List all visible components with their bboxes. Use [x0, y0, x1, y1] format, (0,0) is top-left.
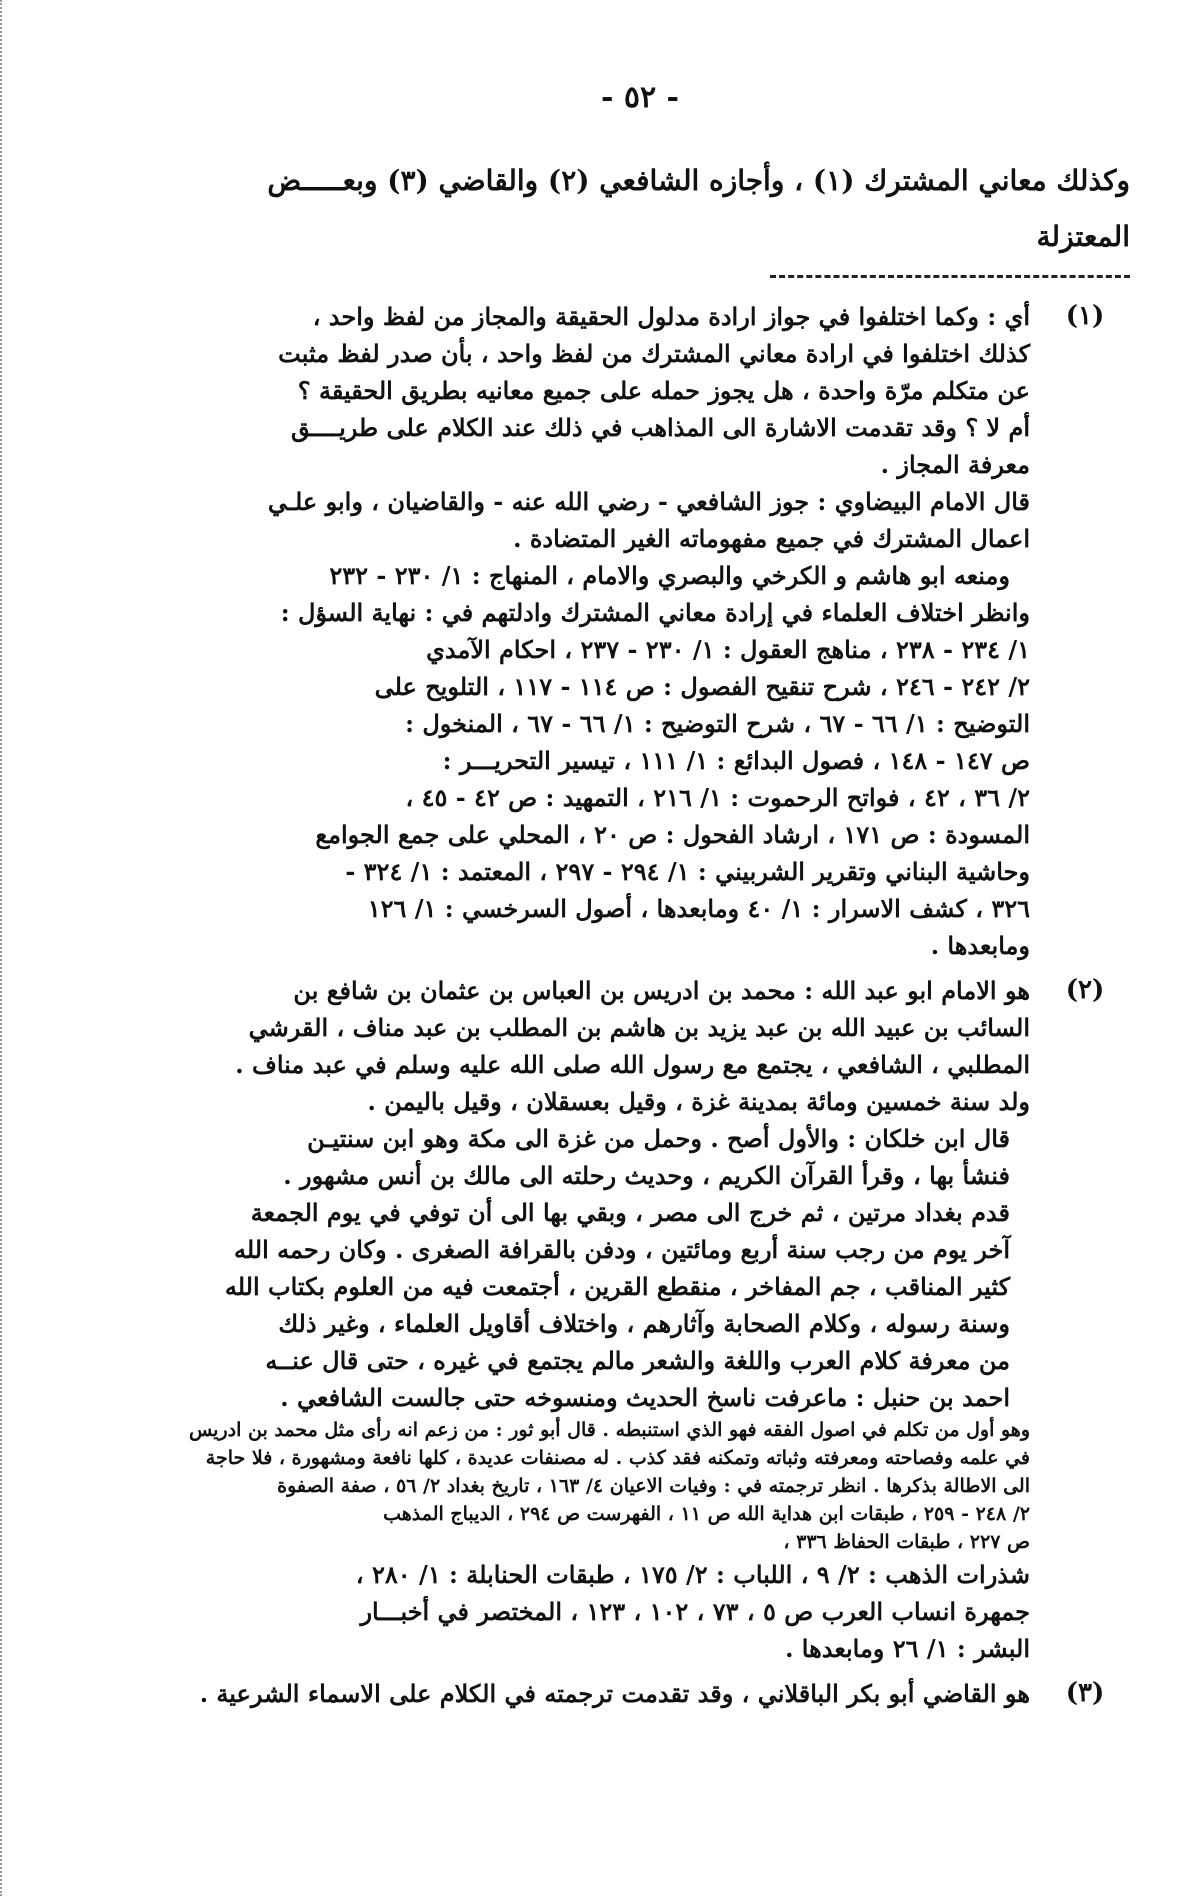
footnote-2 [150, 972, 1130, 1667]
footnote-line: قال ابن خلكان : والأول أصح . وحمل من غزة الى مكة وهو ابن سنتيـن [307, 1124, 1010, 1153]
footnote-line: ٢/ ٢٤٨ - ٢٥٩ ، طبقات ابن هداية الله ص ١١ ، الفهرست ص ٢٩٤ ، الديباج المذهب [383, 1503, 1030, 1525]
footnote-line: ص ٢٢٧ ، طبقات الحفاظ ٣٣٦ ، [783, 1531, 1030, 1553]
footnote-line: فنشأ بها ، وقرأ القرآن الكريم ، وحديث رحلته الى مالك بن أنس مشهور . [283, 1161, 1010, 1190]
footnote-line: اعمال المشترك في جميع مفهوماته الغير المتضادة . [513, 524, 1030, 553]
footnote-line: التوضيح : ١/ ٦٦ - ٦٧ ، شرح التوضيح : ١/ ٦٦ - ٦٧ ، المنخول : [405, 709, 1030, 738]
footnote-line: ٢/ ٣٦ ، ٤٢ ، فواتح الرحموت : ١/ ٢١٦ ، التمهيد : ص ٤٢ - ٤٥ ، [405, 783, 1030, 812]
footnote-line: ومنعه ابو هاشم و الكرخي والبصري والامام ، المنهاج : ١/ ٢٣٠ - ٢٣٢ [329, 561, 1010, 590]
footnote-line: معرفة المجاز . [880, 450, 1030, 479]
footnote-line: عن متكلم مرّة واحدة ، هل يجوز حمله على جميع معانيه بطريق الحقيقة ؟ [297, 376, 1030, 405]
footnote-line: البشر : ١/ ٢٦ ومابعدها . [785, 1634, 1030, 1663]
footnote-line: ٢/ ٢٤٢ - ٢٤٦ ، شرح تنقيح الفصول : ص ١١٤ - ١١٧ ، التلويح على [374, 672, 1030, 701]
footnote-line: هو الامام ابو عبد الله : محمد بن ادريس بن العباس بن عثمان بن شافع بن [293, 976, 1030, 1005]
footnote-line: ص ١٤٧ - ١٤٨ ، فصول البدائع : ١/ ١١١ ، تيسير التحريـــر : [442, 746, 1030, 775]
footnote-line: وحاشية البناني وتقرير الشربيني : ١/ ٢٩٤ - ٢٩٧ ، المعتمد : ١/ ٣٢٤ - [345, 857, 1030, 886]
footnote-line: وهو أول من تكلم في اصول الفقه فهو الذي استنبطه . قال أبو ثور : من زعم انه رأى مثل محمد بن ادريس [188, 1419, 1030, 1441]
footnote-line: ولد سنة خمسين ومائة بمدينة غزة ، وقيل بعسقلان ، وقيل باليمن . [367, 1087, 1030, 1116]
footnote-line: ١/ ٢٣٤ - ٢٣٨ ، مناهج العقول : ١/ ٢٣٠ - ٢٣٧ ، احكام الآمدي [426, 635, 1030, 664]
footnote-line: هو القاضي أبو بكر الباقلاني ، وقد تقدمت ترجمته في الكلام على الاسماء الشرعية . [199, 1679, 1030, 1708]
page-number: - ٥٢ - [600, 80, 680, 115]
footnote-line: المسودة : ص ١٧١ ، ارشاد الفحول : ص ٢٠ ، المحلي على جمع الجوامع [315, 820, 1030, 849]
footnote-line: قال الامام البيضاوي : جوز الشافعي - رضي الله عنه - والقاضيان ، وابو علـي [267, 487, 1030, 516]
footnote-separator [770, 275, 1130, 278]
document-page [150, 80, 1130, 1720]
footnote-line: ومابعدها . [930, 931, 1030, 960]
footnote-line: احمد بن حنبل : ماعرفت ناسخ الحديث ومنسوخه حتى جالست الشافعي . [280, 1383, 1010, 1412]
main-text-line: المعتزلة [1036, 220, 1130, 253]
footnote-line: في علمه وفصاحته ومعرفته وثباته وتمكنه فقد كذب . له مصنفات عديدة ، كلها نافعة ومشهورة ، فلا حاجة [205, 1447, 1030, 1469]
footnote-line: من معرفة كلام العرب واللغة والشعر مالم يجتمع في غيره ، حتى قال عنــه [265, 1346, 1010, 1375]
footnote-line: آخر يوم من رجب سنة أربع ومائتين ، ودفن بالقرافة الصغرى . وكان رحمه الله [233, 1235, 1010, 1264]
footnote-3 [150, 1675, 1130, 1712]
main-text-line: وكذلك معاني المشترك (١) ، وأجازه الشافعي (٢) والقاضي (٣) وبعـــــض [267, 164, 1130, 197]
footnote-number: (٢) [1065, 975, 1105, 1005]
footnote-line: كذلك اختلفوا في ارادة معاني المشترك من لفظ واحد ، بأن صدر لفظ مثبت [278, 339, 1030, 368]
footnote-number: (٣) [1065, 1678, 1105, 1708]
footnote-line: ٣٢٦ ، كشف الاسرار : ١/ ٤٠ ومابعدها ، أصول السرخسي : ١/ ١٢٦ [367, 894, 1030, 923]
footnote-line: شذرات الذهب : ٢/ ٩ ، اللباب : ٢/ ١٧٥ ، طبقات الحنابلة : ١/ ٢٨٠ ، [355, 1560, 1030, 1589]
scan-edge [0, 0, 12, 1896]
footnote-line: أي : وكما اختلفوا في جواز ارادة مدلول الحقيقة والمجاز من لفظ واحد ، [312, 302, 1030, 331]
footnote-number: (١) [1065, 301, 1105, 331]
footnote-line: أم لا ؟ وقد تقدمت الاشارة الى المذاهب في ذلك عند الكلام على طريــــق [290, 413, 1030, 442]
footnote-line: المطلبي ، الشافعي ، يجتمع مع رسول الله صلى الله عليه وسلم في عبد مناف . [235, 1050, 1030, 1079]
footnote-line: وسنة رسوله ، وكلام الصحابة وآثارهم ، واختلاف أقاويل العلماء ، وغير ذلك [278, 1309, 1010, 1338]
footnote-line: جمهرة انساب العرب ص ٥ ، ٧٣ ، ١٠٢ ، ١٢٣ ، المختصر في أخبـــار [360, 1597, 1030, 1626]
footnote-1 [150, 298, 1130, 964]
footnote-line: الى الاطالة بذكرها . انظر ترجمته في : وفيات الاعيان ٤/ ١٦٣ ، تاريخ بغداد ٢/ ٥٦ ، صفة الصفوة [277, 1475, 1030, 1497]
footnote-line: السائب بن عبيد الله بن عبد يزيد بن هاشم بن المطلب بن عبد مناف ، القرشي [248, 1013, 1030, 1042]
footnote-line: كثير المناقب ، جم المفاخر ، منقطع القرين ، أجتمعت فيه من العلوم بكتاب الله [224, 1272, 1010, 1301]
footnote-line: قدم بغداد مرتين ، ثم خرج الى مصر ، وبقي بها الى أن توفي في يوم الجمعة [250, 1198, 1010, 1227]
footnote-line: وانظر اختلاف العلماء في إرادة معاني المشترك وادلتهم في : نهاية السؤل : [280, 598, 1030, 627]
